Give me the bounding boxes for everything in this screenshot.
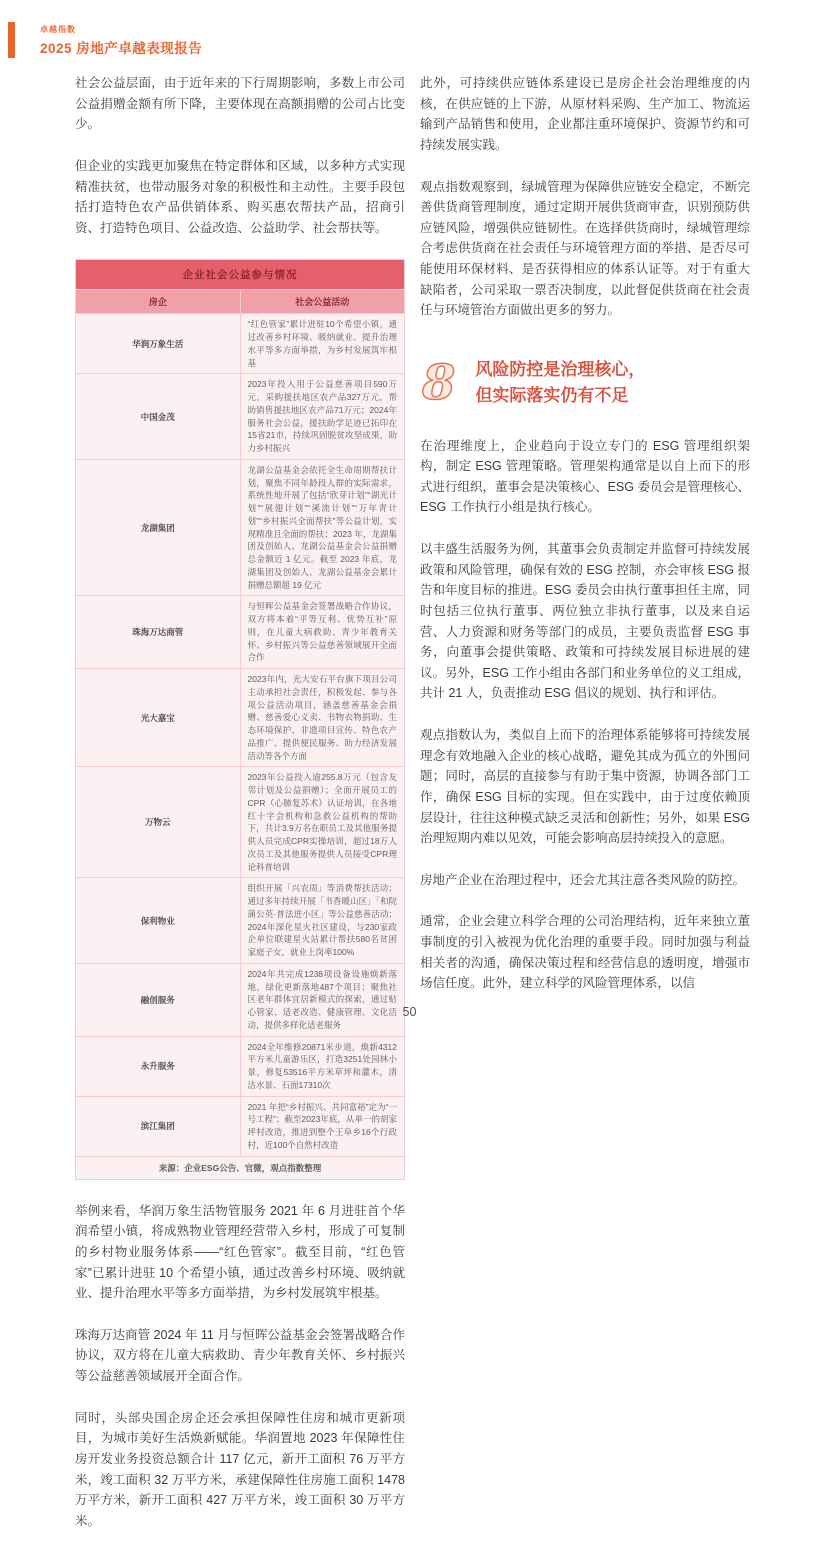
activity-cell: 组织开展「兴农周」等消费帮扶活动；通过多年持续开展「书香暖山区」「和院蒲公英·普法进小区」等公益慈善活动；2024年深化星火社区建设，与230家政企单位联建星火站累计帮扶580名贫困家庭子女，就业上岗率100% (240, 878, 405, 964)
table-row (76, 1096, 405, 1156)
section-title (475, 357, 645, 410)
company-cell: 华润万象生活 (76, 314, 241, 374)
page-number: 50 (402, 1005, 417, 1019)
table-header-row (76, 290, 405, 314)
brand-block (40, 22, 202, 58)
section-title-line2: 但实际落实仍有不足 (475, 386, 629, 406)
table-row (76, 669, 405, 767)
para-corporate-governance: 通常，企业会建立科学合理的公司治理结构，近年来独立董事制度的引入被视为优化治理的重要手段。同时加强与利益相关者的沟通，确保决策过程和经营信息的透明度，增强市场信任度。此外，建立科学的风险管理体系，以信 (420, 914, 750, 991)
activity-cell: 与恒晖公益基金会签署战略合作协议，双方将本着“平等互利、优势互补”原则，在儿童大病救助、青少年教育关怀、乡村振兴等公益慈善领域展开全面合作 (240, 596, 405, 669)
company-cell: 龙湖集团 (76, 459, 241, 596)
activity-cell: 2024年共完成1238项设备设施焕新落地，绿化更新落地487个项目；聚焦社区老年群体宜居新模式的探索，通过贴心管家、适老改造、健康管理、文化活动，提供多样化适老服务 (240, 963, 405, 1036)
table-row (76, 314, 405, 374)
activity-cell: 2023年公益投入逾255.8万元（包含友邻计划及公益捐赠）；全面开展员工的CPR（心肺复苏术）认证培训，在各地红十字会机构和急救公益机构的帮助下，共计3.9万名在职员工及其他服务提供人员完成CPR实操培训，超过18万人次员工及其他服务提供人员接受CPR理论科普培训 (240, 767, 405, 878)
activity-cell: 2024全年维修20871米步道，焕新4312平方米儿童游乐区，打造3251处园林小景，修复53516平方米草坪和灌木，清洁水景、石面17310次 (240, 1036, 405, 1096)
para-risk-prevention-note: 房地产企业在治理过程中，还会尤其注意各类风险的防控。 (420, 872, 746, 887)
company-cell: 光大嘉宝 (76, 669, 241, 767)
header-accent-bar (8, 22, 15, 58)
company-cell: 万物云 (76, 767, 241, 878)
company-cell: 永升服务 (76, 1036, 241, 1096)
activity-cell: 2023年投入用于公益慈善项目590万元，采购援扶地区农产品327万元，帮助销售援扶地区农产品71万元；2024年服务社会公益，援扶助学足迹已拓印在15省21市，持续巩固脱贫攻坚成果，助力乡村振兴 (240, 374, 405, 460)
company-cell: 滨江集团 (76, 1096, 241, 1156)
para-social-welfare-decline: 社会公益层面，由于近年来的下行周期影响，多数上市公司公益捐赠金额有所下降，主要体现在高额捐赠的公司占比变少。 (75, 76, 405, 132)
activity-cell: 2021 年把“乡村振兴、共同富裕”定为“一号工程”；截至2023年底，从单一的胡家坪村改造，推进到整个王阜乡16个行政村，近100个自然村改造 (240, 1096, 405, 1156)
table-row (76, 963, 405, 1036)
brand-title: 2025 房地产卓越表现报告 (40, 40, 203, 56)
para-greentown-supplier-management: 观点指数观察到，绿城管理为保障供应链安全稳定，不断完善供货商管理制度，通过定期开展供货商审查，识别预防供应链风险，增强供应链韧性。在选择供货商时，绿城管理综合考虑供货商在社会责任与环境管理方面的举措、是否尽可能使用环保材料、是否获得相应的体系认证等。对于有重大缺陷者，公司采取一票否决制度，以此督促供货商在社会责任与环境管治方面做出更多的努力。 (420, 179, 750, 318)
section-title-line1: 风险防控是治理核心， (475, 359, 646, 379)
column-header-company: 房企 (76, 290, 241, 314)
table-row (76, 459, 405, 596)
company-cell: 中国金茂 (76, 374, 241, 460)
section-8-heading (422, 357, 750, 410)
para-red-housekeeper-example: 举例来看，华润万象生活物管服务 2021 年 6 月进驻首个华润希望小镇，将成熟物业管理经营带入乡村，形成了可复制的乡村物业服务体系——“红色管家”。截至目前，“红色管家”已累计进驻 10 个希望小镇，通过改善乡村环境、吸纳就业、提升治理水平等多方面举措，为乡村发展筑牢根基。 (75, 1203, 405, 1301)
table-row (76, 596, 405, 669)
activity-cell: 2023年内，光大安石平台旗下项目公司主动承担社会责任，积极发起、参与各项公益活动项目，涵盖慈善基金会捐赠、慈善爱心义卖、书物衣物捐助、生态环境保护、非遗项目宣传、特色农产品推广、提供便民服务、助力经济发展活动等各个方面 (240, 669, 405, 767)
section-number: 8 (422, 355, 456, 412)
table-title: 企业社会公益参与情况 (76, 260, 405, 290)
para-targeted-poverty-relief: 但企业的实践更加聚焦在特定群体和区域，以多种方式实现精准扶贫，也带动服务对象的积极性和主动性。主要手段包括打造特色农产品供销体系、购买惠农帮扶产品，招商引资、打造特色项目、公益改造、公益助学、社会帮扶等。 (75, 158, 405, 235)
public-welfare-table (75, 259, 405, 1179)
column-header-activity: 社会公益活动 (240, 290, 405, 314)
activity-cell: “红色管家”累计进驻10个希望小镇，通过改善乡村环境、吸纳就业、提升治理水平等多方面举措，为乡村发展筑牢根基 (240, 314, 405, 374)
para-affordable-housing: 同时，头部央国企房企还会承担保障性住房和城市更新项目，为城市美好生活焕新赋能。华润置地 2023 年保障性住房开发业务投资总额合计 117 亿元，新开工面积 76 万平方米，竣工面积 32 万平方米，承建保障性住房施工面积 1478 万平方米，新开工面积 427 万平方米，竣工面积 30 万平方米。 (75, 1410, 405, 1528)
para-fengsheng-example: 以丰盛生活服务为例，其董事会负责制定并监督可持续发展政策和风险管理，确保有效的 ESG 控制，亦会审核 ESG 报告和年度目标的推进。ESG 委员会由执行董事担任主席，同时包括三位执行董事、两位独立非执行董事，以及来自运营、人力资源和财务等部门的成员，主要负责监督 ESG 事务，向董事会提供策略、政策和可持续发展目标进展的建议。另外，ESG 工作小组由各部门和业务单位的义工组成，共计 21 人，负责推动 ESG 倡议的规划、执行和评估。 (420, 542, 750, 701)
company-cell: 珠海万达商管 (76, 596, 241, 669)
table-source: 来源：企业ESG公告、官微，观点指数整理 (76, 1156, 405, 1179)
para-zhuhai-wanda-agreement: 珠海万达商管 2024 年 11 月与恒晖公益基金会签署战略合作协议，双方将在儿童大病救助、青少年教育关怀、乡村振兴等公益慈善领域展开全面合作。 (75, 1327, 405, 1383)
para-top-down-governance-analysis: 观点指数认为，类似自上而下的治理体系能够将可持续发展理念有效地融入企业的核心战略，避免其成为孤立的外围问题；同时，高层的直接参与有助于集中资源，协调各部门工作，确保 ESG 目标的实现。但在实践中，由于过度依赖顶层设计，往往这种模式缺乏灵活和创新性；另外，如果 ESG 治理短期内难以见效，可能会影响高层持续投入的意愿。 (420, 728, 750, 846)
table-source-row (76, 1156, 405, 1179)
table-title-row (76, 260, 405, 290)
table-row (76, 374, 405, 460)
brand-subtitle: 卓越指数 (40, 24, 76, 34)
table-row (76, 1036, 405, 1096)
report-header (8, 22, 202, 58)
para-sustainable-supply-chain: 此外，可持续供应链体系建设已是房企社会治理维度的内核，在供应链的上下游，从原材料采购、生产加工、物流运输到产品销售和使用，企业都注重环境保护、资源节约和可持续发展实践。 (420, 76, 750, 152)
activity-cell: 龙湖公益基金会依托全生命周期帮扶计划，聚焦不同年龄段人群的实际需求，系统性地开展了包括“欣芽计划”“湖光计划”“展翅计划”“溪流计划”“万年青计划”“乡村振兴全面帮扶”等公益计划，实现精准且全面的帮扶；2023 年，龙湖集团及创始人、龙湖公益基金会公益捐赠总金额近 1 亿元。截至 2023 年底，龙湖集团及创始人、龙湖公益基金会累计捐赠总额超 19 亿元 (240, 459, 405, 596)
left-column (75, 73, 405, 1552)
table-row (76, 767, 405, 878)
table-row (76, 878, 405, 964)
right-column (420, 73, 750, 1552)
company-cell: 融创服务 (76, 963, 241, 1036)
company-cell: 保利物业 (76, 878, 241, 964)
para-esg-governance-structure: 在治理维度上，企业趋向于设立专门的 ESG 管理组织架构，制定 ESG 管理策略。管理架构通常是以自上而下的形式进行组织，董事会是决策核心、ESG 委员会是管理核心、ESG 工作执行小组是执行核心。 (420, 438, 750, 515)
